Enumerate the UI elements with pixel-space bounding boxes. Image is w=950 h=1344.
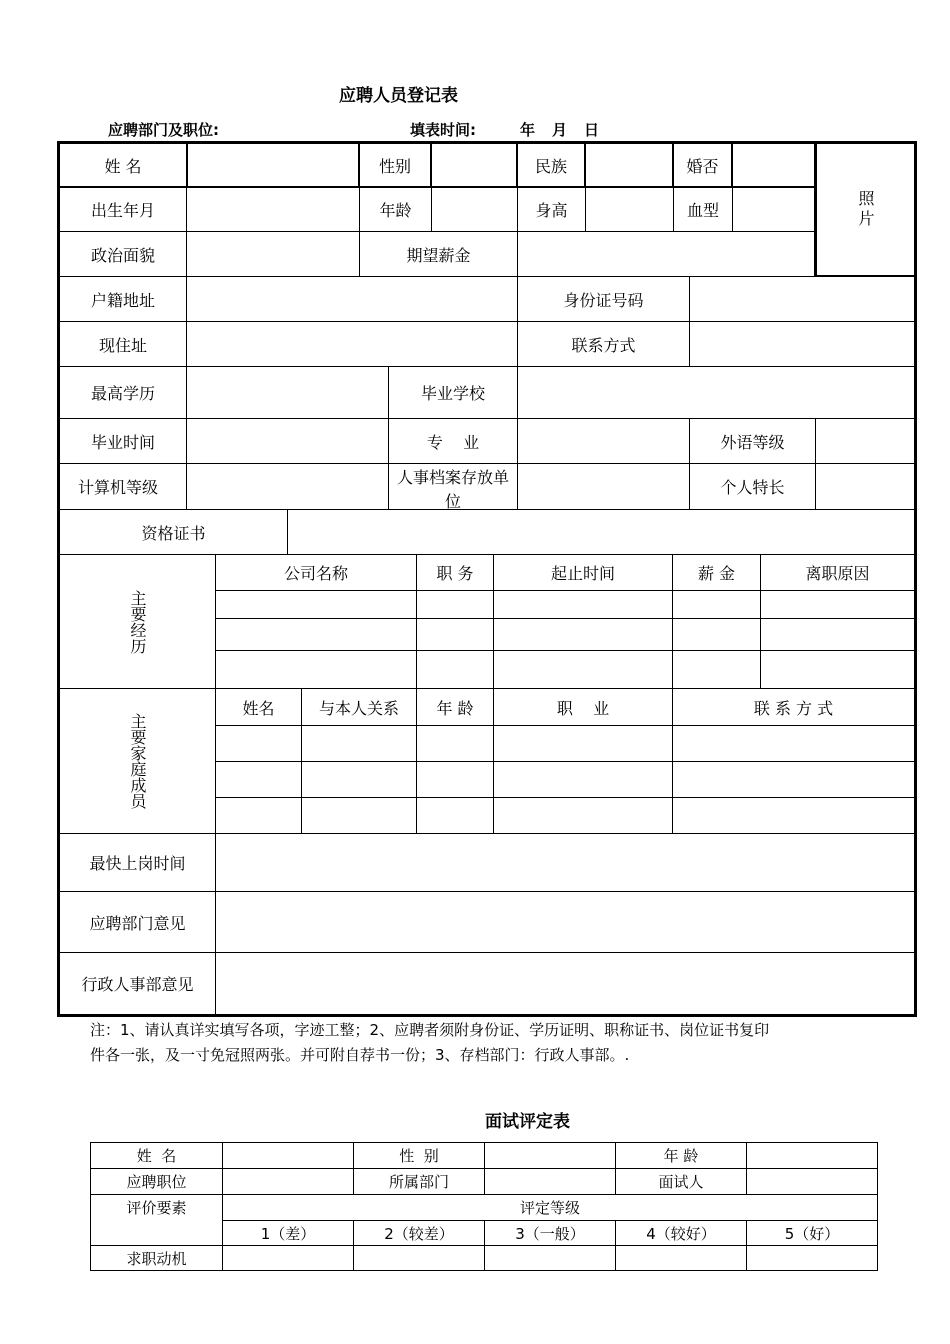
photo-box[interactable]: 照片 <box>856 190 875 230</box>
birth-label: 出生年月 <box>90 201 155 220</box>
gender-label: 性别 <box>378 156 411 176</box>
archive-label: 人事档案存放单位 <box>397 468 509 509</box>
hr-opinion-label: 行政人事部意见 <box>81 975 194 994</box>
iv-gender-label: 性 别 <box>399 1147 439 1165</box>
marital-field[interactable] <box>733 144 814 186</box>
table-row[interactable] <box>216 651 914 688</box>
iv-level-2: 2（较差） <box>384 1224 454 1243</box>
school-field[interactable] <box>518 367 914 418</box>
form-title: 应聘人员登记表 <box>339 86 458 106</box>
iv-level-1: 1（差） <box>260 1224 316 1243</box>
political-field[interactable] <box>187 232 359 276</box>
family-label: 主要家庭成员 <box>128 713 147 809</box>
salary-expect-field[interactable] <box>518 232 814 276</box>
fam-job-header: 职 业 <box>556 698 610 718</box>
grad-time-field[interactable] <box>187 419 388 463</box>
current-address-label: 现住址 <box>98 335 147 355</box>
iv-name-label: 姓 名 <box>136 1147 177 1165</box>
dept-position-label: 应聘部门及职位: <box>108 121 219 139</box>
table-row[interactable] <box>216 762 914 797</box>
birth-field[interactable] <box>187 188 358 231</box>
household-label: 户籍地址 <box>90 290 155 310</box>
exp-reason-header: 离职原因 <box>805 564 870 583</box>
iv-position-label: 应聘职位 <box>126 1173 187 1191</box>
iv-department-field[interactable] <box>485 1169 615 1194</box>
household-field[interactable] <box>187 277 517 321</box>
exp-period-header: 起止时间 <box>550 564 615 583</box>
table-row[interactable] <box>216 726 914 761</box>
school-label: 毕业学校 <box>420 384 485 403</box>
computer-field[interactable] <box>187 464 388 509</box>
id-number-label: 身份证号码 <box>563 290 644 310</box>
iv-department-label: 所属部门 <box>388 1173 449 1191</box>
fam-contact-header: 联 系 方 式 <box>753 698 834 718</box>
experience-label: 主要经历 <box>128 589 147 654</box>
iv-interviewer-field[interactable] <box>747 1169 877 1194</box>
grad-time-label: 毕业时间 <box>90 432 155 452</box>
table-row[interactable] <box>216 591 914 618</box>
name-label: 姓 名 <box>104 156 142 176</box>
fam-age-header: 年 龄 <box>436 698 474 718</box>
gender-field[interactable] <box>432 144 516 186</box>
blood-field[interactable] <box>733 188 814 231</box>
iv-level-3: 3（一般） <box>515 1224 585 1243</box>
iv-rating-label: 评定等级 <box>519 1199 580 1217</box>
exp-title-header: 职 务 <box>436 564 474 583</box>
date-day: 日 <box>584 121 600 139</box>
iv-gender-field[interactable] <box>485 1143 615 1168</box>
iv-level-5: 5（好） <box>784 1224 840 1243</box>
iv-motivation-score-3[interactable] <box>485 1246 615 1270</box>
age-field[interactable] <box>432 188 516 231</box>
interview-title: 面试评定表 <box>485 1112 570 1132</box>
iv-motivation-score-1[interactable] <box>223 1246 353 1270</box>
specialty-label: 个人特长 <box>720 478 785 497</box>
age-label: 年龄 <box>379 201 412 220</box>
ethnicity-field[interactable] <box>586 144 672 186</box>
form-note <box>90 1018 880 1068</box>
major-field[interactable] <box>518 419 689 463</box>
iv-name-field[interactable] <box>223 1143 353 1168</box>
start-time-label: 最快上岗时间 <box>89 854 186 873</box>
certificate-field[interactable] <box>288 510 914 554</box>
blood-label: 血型 <box>686 201 719 220</box>
foreign-lang-field[interactable] <box>816 419 914 463</box>
foreign-lang-label: 外语等级 <box>720 432 785 452</box>
specialty-field[interactable] <box>816 464 914 509</box>
iv-level-4: 4（较好） <box>646 1224 716 1243</box>
exp-salary-header: 薪 金 <box>697 564 736 583</box>
iv-motivation-label: 求职动机 <box>126 1249 187 1268</box>
iv-interviewer-label: 面试人 <box>658 1173 704 1191</box>
iv-age-field[interactable] <box>747 1143 877 1168</box>
exp-company-header: 公司名称 <box>283 564 348 583</box>
name-field[interactable] <box>188 144 358 186</box>
hr-opinion-field[interactable] <box>216 953 914 1014</box>
political-label: 政治面貌 <box>90 245 155 265</box>
height-label: 身高 <box>535 201 568 220</box>
contact-label: 联系方式 <box>571 335 636 355</box>
table-row[interactable] <box>216 798 914 833</box>
date-year: 年 <box>520 121 536 139</box>
date-month: 月 <box>552 121 568 139</box>
start-time-field[interactable] <box>216 834 914 891</box>
fill-time-label: 填表时间: <box>410 121 476 139</box>
iv-factors-label: 评价要素 <box>126 1199 187 1217</box>
note-line-2: 件各一张，及一寸免冠照两张。并可附自荐书一份；3、存档部门：行政人事部。. <box>90 1046 630 1064</box>
dept-opinion-field[interactable] <box>216 892 914 952</box>
certificate-label: 资格证书 <box>141 523 206 543</box>
salary-expect-label: 期望薪金 <box>406 245 471 265</box>
archive-field[interactable] <box>518 464 689 509</box>
computer-label: 计算机等级 <box>77 478 158 497</box>
iv-motivation-score-5[interactable] <box>747 1246 877 1270</box>
iv-age-label: 年 龄 <box>663 1147 699 1165</box>
fam-name-header: 姓名 <box>242 698 275 718</box>
current-address-field[interactable] <box>187 322 517 366</box>
contact-field[interactable] <box>690 322 914 366</box>
ethnicity-label: 民族 <box>534 156 567 176</box>
major-label: 专 业 <box>426 432 480 452</box>
id-number-field[interactable] <box>690 277 914 321</box>
iv-motivation-score-4[interactable] <box>616 1246 746 1270</box>
height-field[interactable] <box>586 188 672 231</box>
fam-relation-header: 与本人关系 <box>318 698 399 718</box>
education-label: 最高学历 <box>90 384 155 403</box>
marital-label: 婚否 <box>686 156 719 176</box>
iv-motivation-score-2[interactable] <box>354 1246 484 1270</box>
table-row[interactable] <box>216 619 914 650</box>
note-line-1: 注：1、请认真详实填写各项，字迹工整；2、应聘者须附身份证、学历证明、职称证书、岗位证书复印 <box>90 1021 770 1039</box>
iv-position-field[interactable] <box>223 1169 353 1194</box>
education-field[interactable] <box>187 367 388 418</box>
dept-opinion-label: 应聘部门意见 <box>89 913 186 933</box>
